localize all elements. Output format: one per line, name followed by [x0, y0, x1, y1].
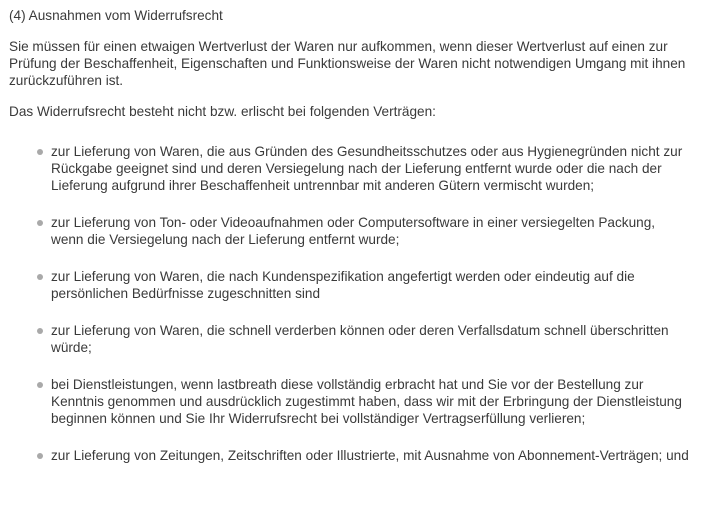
list-item [51, 143, 689, 194]
list-item-text: zur Lieferung von Waren, die nach Kundenspezifikation angefertigt werden oder eindeutig auf die persönlichen Bedürfnisse zugeschnitten sind [51, 269, 635, 301]
bullet-icon [37, 382, 43, 388]
list-item-text: zur Lieferung von Ton- oder Videoaufnahmen oder Computersoftware in einer versiegelten Packung, wenn die Versiegelung nach der Lieferung entfernt wurde; [51, 215, 656, 247]
paragraph-value-loss: Sie müssen für einen etwaigen Wertverlust der Waren nur aufkommen, wenn dieser Wertverlust auf einen zur Prüfung der Beschaffenheit, Eigenschaften und Funktionsweise der Waren nicht notwendigen Umgang mit ihnen zurückzuführen ist. [9, 39, 686, 88]
list-item [51, 376, 689, 427]
list-item [51, 447, 689, 464]
list-item [51, 268, 689, 302]
bullet-icon [37, 220, 43, 226]
paragraph-exceptions-intro: Das Widerrufsrecht besteht nicht bzw. erlischt bei folgenden Verträgen: [9, 104, 436, 119]
list-item-text: bei Dienstleistungen, wenn lastbreath diese vollständig erbracht hat und Sie vor der Bestellung zur Kenntnis genommen und ausdrücklich zugestimmt haben, dass wir mit der Erbringung der Dienstleistung beginnen können und Sie Ihr Widerrufsrecht bei vollständiger Vertragserfüllung verlieren; [51, 377, 682, 426]
bullet-icon [37, 149, 43, 155]
list-item-text: zur Lieferung von Waren, die aus Gründen des Gesundheitsschutzes oder aus Hygienegründen nicht zur Rückgabe geeignet sind und deren Versiegelung nach der Lieferung entfernt wurde oder die nach der Lieferung aufgrund ihrer Beschaffenheit untrennbar mit anderen Gütern vermischt wurden; [51, 144, 683, 193]
bullet-icon [37, 453, 43, 459]
bullet-icon [37, 274, 43, 280]
list-item [51, 214, 689, 248]
section-heading: (4) Ausnahmen vom Widerrufsrecht [9, 8, 223, 23]
bullet-icon [37, 328, 43, 334]
document-content [9, 0, 689, 484]
list-item-text: zur Lieferung von Zeitungen, Zeitschriften oder Illustrierte, mit Ausnahme von Abonnement-Verträgen; und [51, 448, 689, 463]
exceptions-list [9, 143, 689, 464]
list-item-text: zur Lieferung von Waren, die schnell verderben können oder deren Verfallsdatum schnell überschritten würde; [51, 323, 669, 355]
list-item [51, 322, 689, 356]
